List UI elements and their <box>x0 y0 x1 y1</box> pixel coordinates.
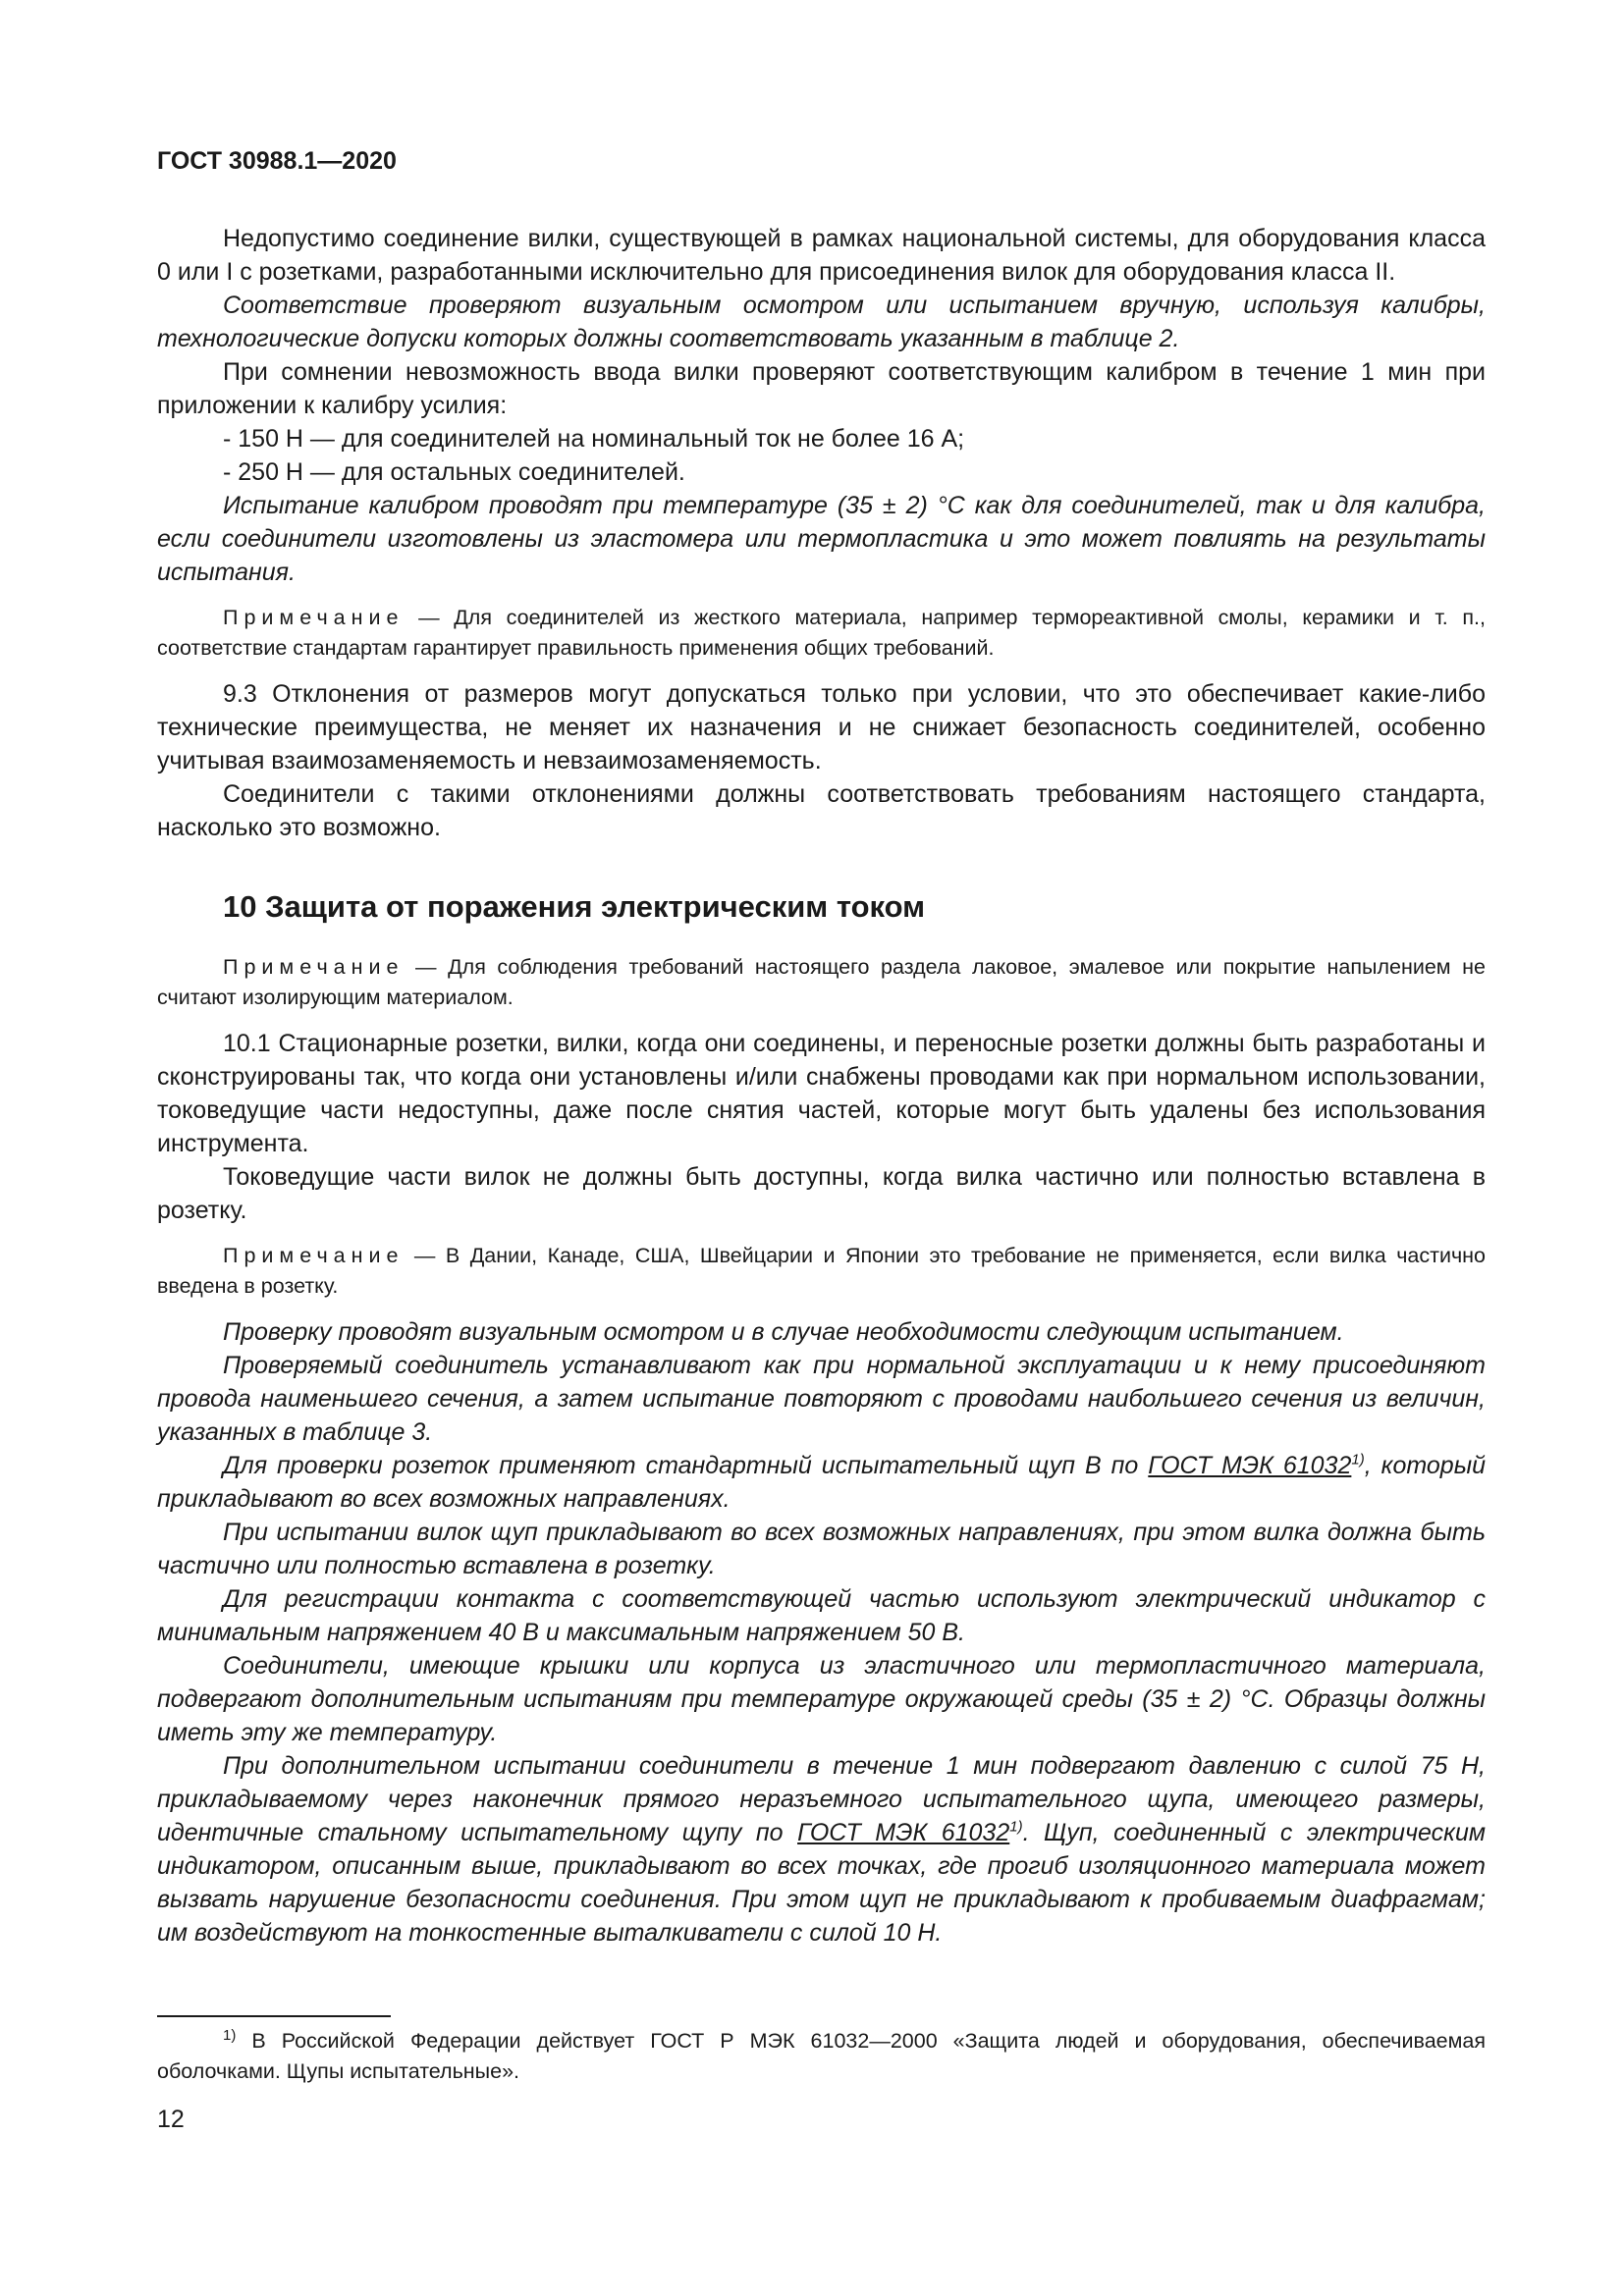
text-run: , который прикладывают во всех возможных направлениях. <box>157 1452 1486 1513</box>
paragraph-italic: Соединители, имеющие крышки или корпуса из эластичного или термопластичного материала, подвергают дополнительным испытаниям при температуре окружающей среды (35 ± 2) °С. Образцы должны иметь эту же температуру. <box>157 1652 1486 1746</box>
footnote-marker: 1) <box>223 2026 237 2044</box>
standard-link[interactable]: ГОСТ МЭК 61032 <box>1148 1452 1352 1479</box>
paragraph-italic: Соответствие проверяют визуальным осмотром или испытанием вручную, используя калибры, технологические допуски которых должны соответствовать указанным в таблице 2. <box>157 292 1486 352</box>
list-item: - 150 Н — для соединителей на номинальный ток не более 16 А; <box>223 425 965 453</box>
note <box>157 603 1486 664</box>
standard-link[interactable]: ГОСТ МЭК 61032 <box>797 1819 1010 1846</box>
paragraph: 9.3 Отклонения от размеров могут допускаться только при условии, что это обеспечивает какие-либо технические преимущества, не меняет их назначения и не снижает безопасность соединителей, особенно учитывая взаимозаменяемость и невзаимозаменяемость. <box>157 680 1486 774</box>
note <box>157 952 1486 1013</box>
list-item: - 250 Н — для остальных соединителей. <box>223 458 685 486</box>
paragraph: Токоведущие части вилок не должны быть доступны, когда вилка частично или полностью вставлена в розетку. <box>157 1163 1486 1224</box>
paragraph: Недопустимо соединение вилки, существующей в рамках национальной системы, для оборудования класса 0 или I с розетками, разработанными исключительно для присоединения вилок для оборудования класса II. <box>157 225 1486 286</box>
paragraph-italic <box>157 1449 1486 1516</box>
paragraph: Соединители с такими отклонениями должны соответствовать требованиям настоящего стандарта, насколько это возможно. <box>157 780 1486 841</box>
page-number: 12 <box>157 2106 185 2133</box>
footnote-divider <box>157 2015 391 2017</box>
note-text: — Для соединителей из жесткого материала, например термореактивной смолы, керамики и т. п., соответствие стандартам гарантирует правильность применения общих требований. <box>157 606 1486 660</box>
paragraph-italic: Для регистрации контакта с соответствующей частью используют электрический индикатор с минимальным напряжением 40 В и максимальным напряжением 50 В. <box>157 1585 1486 1646</box>
document-header: ГОСТ 30988.1—2020 <box>157 147 397 175</box>
paragraph-italic <box>157 1749 1486 1949</box>
page-body <box>157 222 1486 1949</box>
text-run: Для проверки розеток применяют стандартный испытательный щуп В по <box>223 1452 1149 1479</box>
text-run: . Щуп, соединенный с электрическим индикатором, описанным выше, прикладывают во всех точках, где прогиб изоляционного материала может вызвать нарушение безопасности соединения. При этом щуп не прикладывают к пробиваемым диафрагмам; им воздействуют на тонкостенные выталкиватели с силой 10 Н. <box>157 1819 1486 1947</box>
note-text: — В Дании, Канаде, США, Швейцарии и Японии это требование не применяется, если вилка частично введена в розетку. <box>157 1244 1486 1298</box>
paragraph-italic: Испытание калибром проводят при температуре (35 ± 2) °С как для соединителей, так и для калибра, если соединители изготовлены из эластомера или термопластика и это может повлиять на результаты испытания. <box>157 492 1486 586</box>
paragraph-italic: Проверку проводят визуальным осмотром и в случае необходимости следующим испытанием. <box>223 1318 1344 1346</box>
note-label: Примечание <box>223 606 405 629</box>
section-heading: 10 Защита от поражения электрическим током <box>223 889 926 924</box>
footnote-ref[interactable]: 1) <box>1009 1818 1023 1836</box>
footnote <box>157 2026 1486 2087</box>
note <box>157 1241 1486 1302</box>
note-text: — Для соблюдения требований настоящего раздела лаковое, эмалевое или покрытие напылением не считают изолирующим материалом. <box>157 955 1486 1009</box>
footnote-ref[interactable]: 1) <box>1351 1451 1365 1468</box>
note-label: Примечание <box>223 955 405 979</box>
paragraph-italic: При испытании вилок щуп прикладывают во всех возможных направлениях, при этом вилка должна быть частично или полностью вставлена в розетку. <box>157 1519 1486 1579</box>
paragraph: При сомнении невозможность ввода вилки проверяют соответствующим калибром в течение 1 мин при приложении к калибру усилия: <box>157 358 1486 419</box>
paragraph-italic: Проверяемый соединитель устанавливают как при нормальной эксплуатации и к нему присоединяют провода наименьшего сечения, а затем испытание повторяют с проводами наибольшего сечения из величин, указанных в таблице 3. <box>157 1352 1486 1446</box>
footnote-text: В Российской Федерации действует ГОСТ Р МЭК 61032—2000 «Защита людей и оборудования, обеспечиваемая оболочками. Щупы испытательные». <box>157 2029 1486 2083</box>
note-label: Примечание <box>223 1244 405 1267</box>
paragraph: 10.1 Стационарные розетки, вилки, когда они соединены, и переносные розетки должны быть разработаны и сконструированы так, что когда они установлены и/или снабжены проводами как при нормальном использовании, токоведущие части недоступны, даже после снятия частей, которые могут быть удалены без использования инструмента. <box>157 1030 1486 1157</box>
text-run: При дополнительном испытании соединители в течение 1 мин подвергают давлению с силой 75 Н, прикладываемому через наконечник прямого неразъемного испытательного щупа, имеющего размеры, идентичные стальному испытательному щупу по <box>157 1752 1486 1846</box>
